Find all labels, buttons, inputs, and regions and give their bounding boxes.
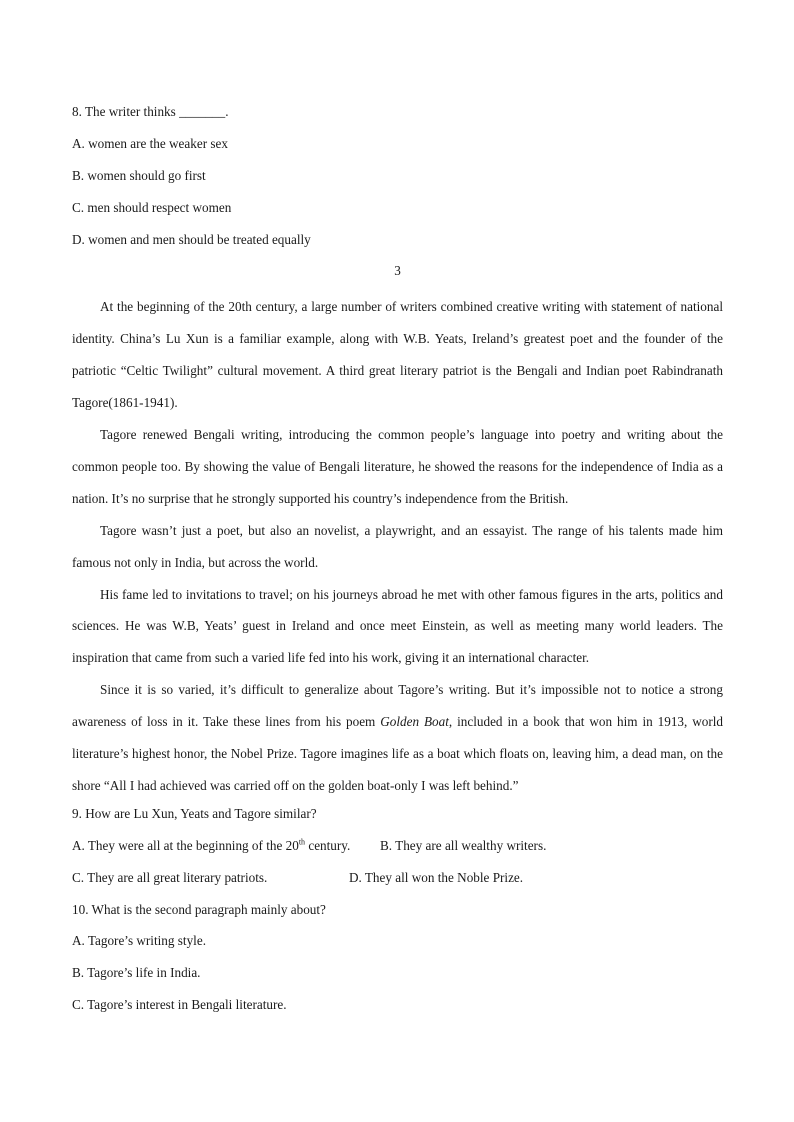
question-8-stem: 8. The writer thinks _______.: [72, 104, 229, 119]
question-8-option-c: C. men should respect women: [72, 199, 232, 215]
question-8-option-b: B. women should go first: [72, 167, 206, 183]
exam-page: [72, 100, 723, 1025]
question-9-options-row-2: [72, 866, 723, 898]
question-8-option-d: D. women and men should be treated equally: [72, 231, 311, 247]
poem-title: Golden Boat: [380, 714, 449, 730]
question-9-options-row-1: [72, 834, 723, 866]
question-9-option-d: D. They all won the Noble Prize.: [349, 869, 524, 885]
question-10-option-b: B. Tagore’s life in India.: [72, 965, 201, 981]
passage-paragraph-3: Tagore wasn’t just a poet, but also an novelist, a playwright, and an essayist. The range of his talents made him famous not only in India, but across the world.: [72, 522, 723, 570]
question-9-stem: 9. How are Lu Xun, Yeats and Tagore similar?: [72, 805, 317, 821]
paragraph-5-text-after-title: , included in a book that won him in 1913, world literature’s highest honor, the Nobel Prize. Tagore imagines life as a boat which floats on, leaving him, a dead man, on the shore “All I had achieved was carried off on the golden boat-only I was left behind.”: [72, 714, 723, 793]
option-a-superscript: th: [298, 837, 306, 847]
paragraph-5-text-before-title: Since it is so varied, it’s difficult to generalize about Tagore’s writing. But it’s impossible not to notice a strong awareness of loss in it. Take these lines from his poem: [72, 682, 723, 730]
passage-paragraph-5: [72, 674, 723, 802]
question-8-option-a: A. women are the weaker sex: [72, 135, 228, 151]
passage-paragraph-4: His fame led to invitations to travel; on his journeys abroad he met with other famous figures in the arts, politics and sciences. He was W.B, Yeats’ guest in Ireland and once meet Einstein, as well as meeting many world leaders. The inspiration that came from such a varied life fed into his work, giving it an international character.: [72, 586, 723, 666]
question-10-option-c: C. Tagore’s interest in Bengali literature.: [72, 997, 287, 1013]
question-9-option-a: [72, 838, 350, 853]
passage-paragraph-1: At the beginning of the 20th century, a large number of writers combined creative writing with statement of national identity. China’s Lu Xun is a familiar example, along with W.B. Yeats, Ireland’s greatest poet and the founder of the patriotic “Celtic Twilight” cultural movement. A third great literary patriot is the Bengali and Indian poet Rabindranath Tagore(1861-1941).: [72, 299, 723, 411]
question-10-stem: 10. What is the second paragraph mainly about?: [72, 901, 326, 917]
option-a-text: A. They were all at the beginning of the 20: [72, 837, 299, 853]
option-a-text-end: century.: [305, 837, 351, 853]
question-9-option-b: B. They are all wealthy writers.: [380, 837, 547, 853]
question-10-option-a: A. Tagore’s writing style.: [72, 933, 206, 949]
section-number: 3: [394, 263, 401, 279]
passage-paragraph-2: Tagore renewed Bengali writing, introducing the common people’s language into poetry and writing about the common people too. By showing the value of Bengali literature, he showed the reasons for the independence of India as a nation. It’s no surprise that he strongly supported his country’s independence from the British.: [72, 426, 723, 506]
question-9-option-c: C. They are all great literary patriots.: [72, 869, 268, 885]
